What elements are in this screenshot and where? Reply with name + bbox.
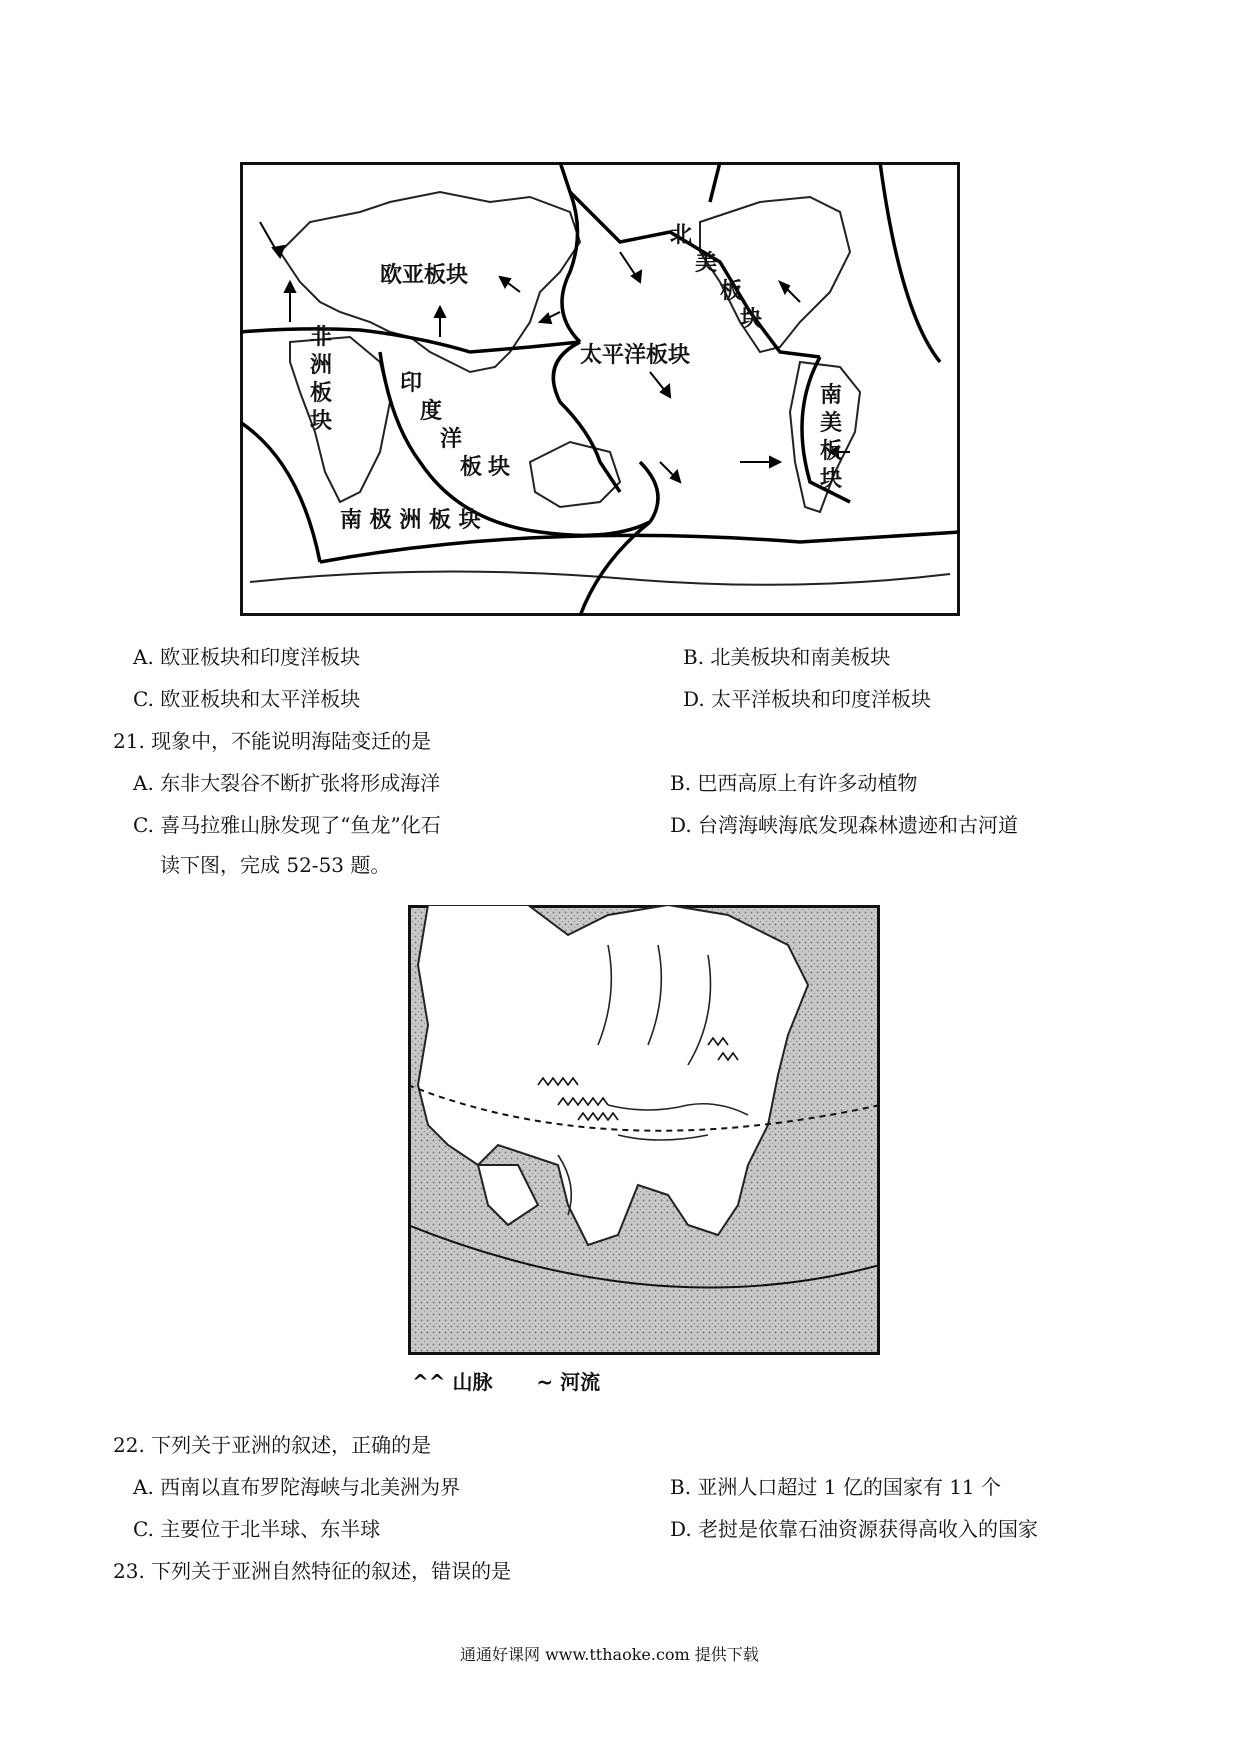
read-instruction: 读下图，完成 52-53 题。 xyxy=(160,853,391,877)
q21-stem: 21. 现象中，不能说明海陆变迁的是 xyxy=(113,729,432,753)
svg-text:板: 板 xyxy=(820,439,843,464)
map-legend xyxy=(412,1366,600,1395)
mountain-legend-icon: ^^ xyxy=(412,1370,446,1394)
svg-text:度: 度 xyxy=(420,399,443,424)
river-legend-label: 河流 xyxy=(560,1370,601,1394)
q21-option-b[interactable]: B. 巴西高原上有许多动植物 xyxy=(670,771,918,795)
q22-option-a[interactable]: A. 西南以直布罗陀海峡与北美洲为界 xyxy=(133,1475,461,1499)
q20-option-b[interactable]: B. 北美板块和南美板块 xyxy=(683,645,891,669)
q22-stem: 22. 下列关于亚洲的叙述，正确的是 xyxy=(113,1433,432,1457)
q20-option-d[interactable]: D. 太平洋板块和印度洋板块 xyxy=(683,687,932,711)
svg-text:印: 印 xyxy=(400,371,423,396)
q21-option-c[interactable]: C. 喜马拉雅山脉发现了“鱼龙”化石 xyxy=(133,813,441,837)
svg-text:北: 北 xyxy=(670,223,693,248)
pacific-plate-label: 太平洋板块 xyxy=(580,343,691,368)
plate-map xyxy=(240,162,960,616)
mountain-legend-label: 山脉 xyxy=(452,1370,493,1394)
q22-option-c[interactable]: C. 主要位于北半球、东半球 xyxy=(133,1517,381,1541)
q21-option-d[interactable]: D. 台湾海峡海底发现森林遗迹和古河道 xyxy=(670,813,1019,837)
page-footer: 通通好课网 www.tthaoke.com 提供下载 xyxy=(460,1645,759,1664)
svg-text:洲: 洲 xyxy=(310,353,333,378)
svg-text:板: 板 xyxy=(720,279,743,304)
svg-text:洋: 洋 xyxy=(440,427,463,452)
q20-option-a[interactable]: A. 欧亚板块和印度洋板块 xyxy=(133,645,361,669)
q22-option-b[interactable]: B. 亚洲人口超过 1 亿的国家有 11 个 xyxy=(670,1475,1002,1499)
antarctic-plate-label: 南 极 洲 板 块 xyxy=(340,508,481,533)
q23-stem: 23. 下列关于亚洲自然特征的叙述，错误的是 xyxy=(113,1559,512,1583)
asia-map xyxy=(408,905,880,1355)
svg-text:块: 块 xyxy=(740,307,763,332)
svg-text:块: 块 xyxy=(310,409,333,434)
q21-option-a[interactable]: A. 东非大裂谷不断扩张将形成海洋 xyxy=(133,771,441,795)
q20-option-c[interactable]: C. 欧亚板块和太平洋板块 xyxy=(133,687,361,711)
svg-text:非: 非 xyxy=(310,325,333,350)
svg-text:南: 南 xyxy=(820,383,843,408)
svg-text:块: 块 xyxy=(488,455,511,480)
svg-text:美: 美 xyxy=(820,411,843,436)
river-legend-icon: ~ xyxy=(536,1370,554,1394)
svg-text:块: 块 xyxy=(820,467,843,492)
svg-text:美: 美 xyxy=(695,251,718,276)
svg-text:板: 板 xyxy=(310,381,333,406)
svg-text:板: 板 xyxy=(460,455,483,480)
q22-option-d[interactable]: D. 老挝是依靠石油资源获得高收入的国家 xyxy=(670,1517,1039,1541)
eurasia-plate-label: 欧亚板块 xyxy=(380,263,469,288)
